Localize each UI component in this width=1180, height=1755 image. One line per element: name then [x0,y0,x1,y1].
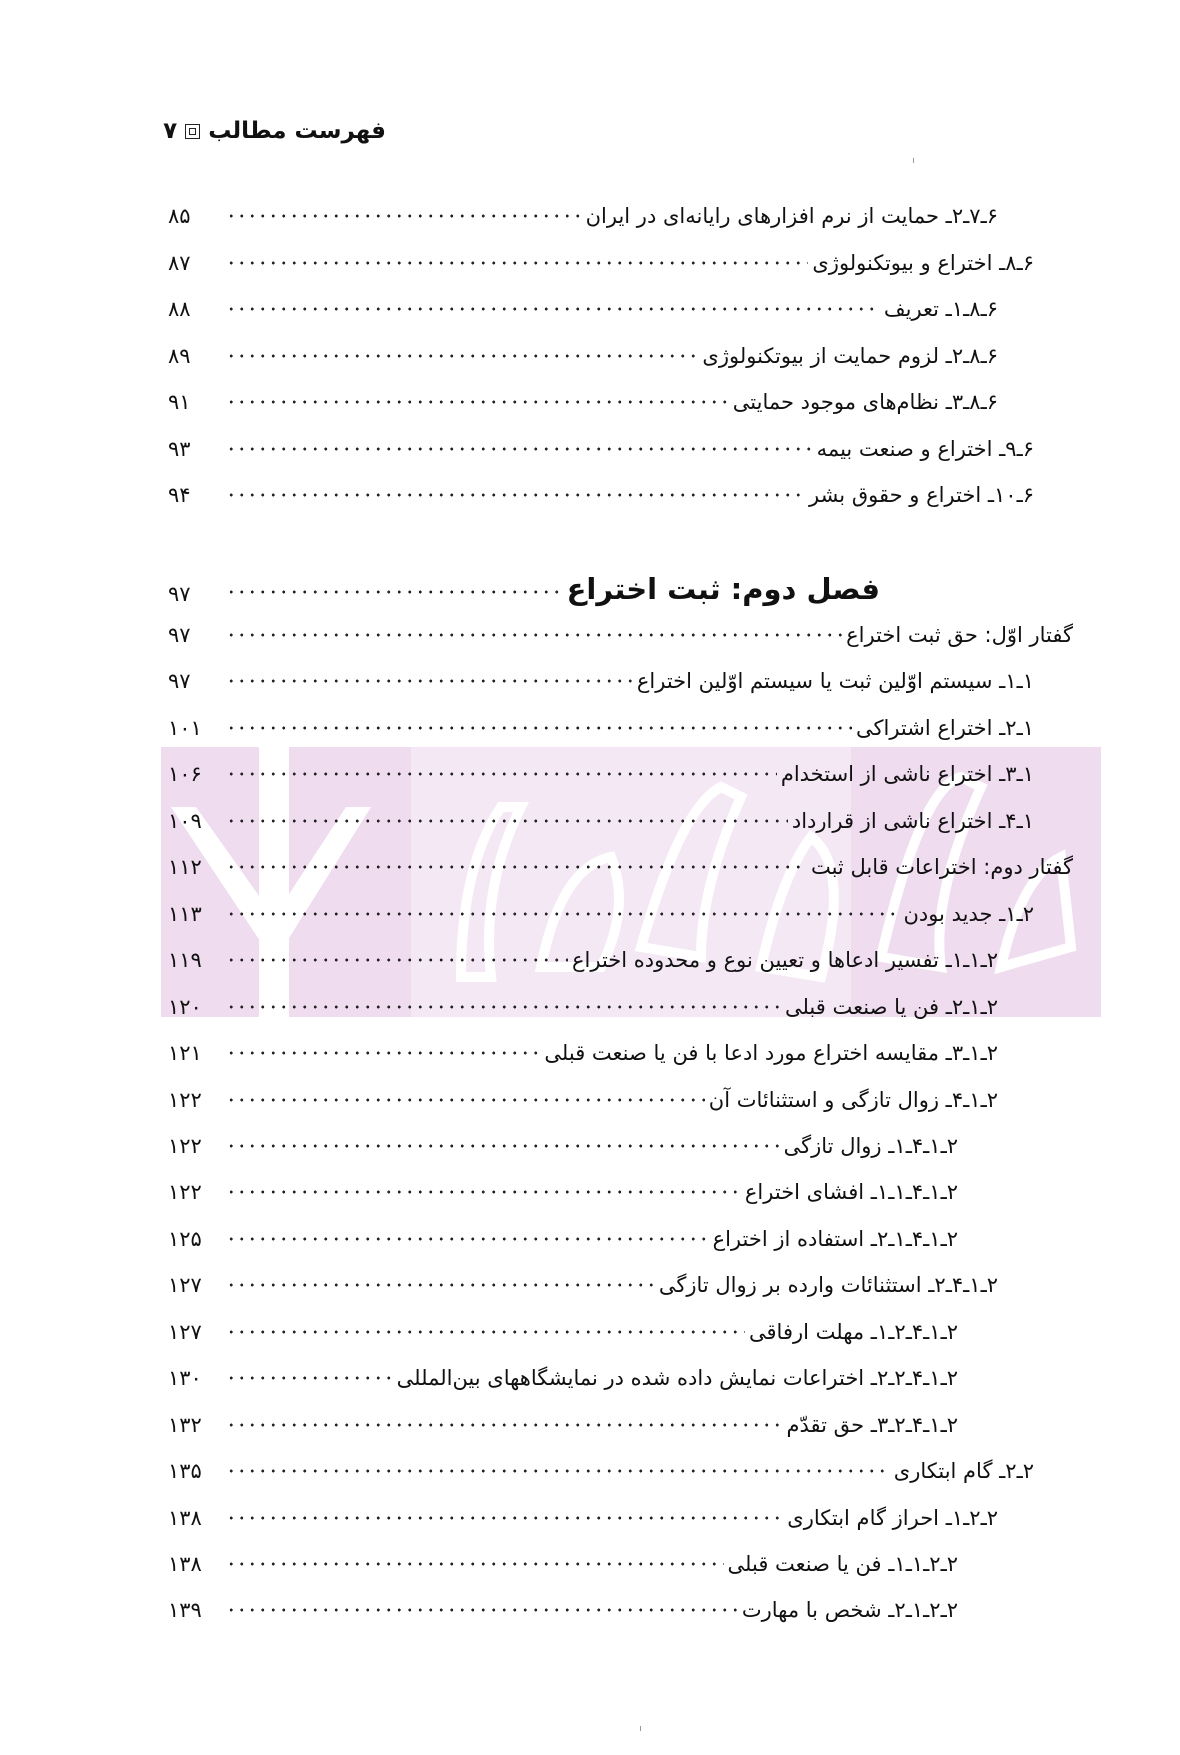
toc-entry-page: ۸۸ [168,297,191,321]
toc-entry-title: ۶ـ۹ـ اختراع و صنعت بیمه [816,436,1034,461]
dot-leader [226,1143,780,1149]
toc-entry-title: ۲ـ۱ـ۴ـ۲ـ۲ـ اختراعات نمایش داده شده در نمایشگاههای بین‌المللی [396,1366,958,1391]
toc-entry [168,607,1073,647]
dot-leader [226,446,813,452]
toc-entry [168,467,1034,507]
toc-entry-title: ۶ـ۷ـ۲ـ حمایت از نرم افزارهای رایانه‌ای در ایران [585,204,998,228]
toc-entry [168,235,1034,275]
toc-entry-page: ۱۲۷ [168,1273,202,1298]
toc-entry-page: ۱۰۹ [168,808,202,833]
toc-entry [168,653,1034,693]
dot-leader [226,911,899,917]
dot-leader [226,306,880,312]
toc-entry-title: ۶ـ۸ـ اختراع و بیوتکنولوژی [812,250,1034,275]
dot-leader [226,213,582,219]
toc-entry-title: ۲ـ۲ـ۱ـ۱ـ فن یا صنعت قبلی [727,1552,958,1576]
toc-entry-title: ۲ـ۱ـ۴ـ زوال تازگی و استثنائات آن [708,1087,998,1112]
dot-leader [226,818,788,824]
toc-entry-page: ۹۱ [168,390,191,414]
toc-entry-page: ۱۲۲ [168,1180,202,1205]
toc-entry-title: ۱ـ۳ـ اختراع ناشی از استخدام [780,762,1034,787]
dot-leader [226,1236,709,1242]
chapter-title: فصل دوم: ثبت اختراع [566,572,880,606]
toc-entry [168,979,998,1019]
toc-entry [168,421,1034,461]
dot-leader [226,771,777,777]
scan-mark [913,158,914,163]
dot-leader [226,1561,724,1567]
toc-entry [168,188,998,228]
toc-entry-page: ۱۳۰ [168,1366,202,1391]
toc-entry-page: ۹۳ [168,436,191,461]
dot-leader [226,1004,781,1010]
toc-entry [168,1350,958,1390]
dot-leader [226,1097,705,1103]
header-title: فهرست مطالب [208,118,386,144]
toc-entry [168,281,998,321]
toc-entry-page: ۱۲۰ [168,994,202,1019]
dot-leader [226,399,729,405]
toc-entry-page: ۹۷ [168,623,191,647]
toc-entry-page: ۱۲۷ [168,1319,202,1344]
toc-entry-page: ۸۷ [168,250,191,275]
dot-leader [226,1375,393,1381]
toc-entry-title: ۲ـ۲ـ گام ابتکاری [893,1459,1034,1484]
toc-entry [168,1304,958,1344]
toc-entry-title: ۶ـ۸ـ۱ـ تعریف [883,297,998,321]
toc-entry-title: ۲ـ۱ـ۴ـ۲ـ۳ـ حق تقدّم [786,1412,958,1437]
dot-leader [226,1282,655,1288]
toc-entry-page: ۸۵ [168,204,191,228]
toc-entry-page: ۱۲۲ [168,1133,202,1158]
toc-entry-page: ۱۳۲ [168,1412,202,1437]
dot-leader [226,1050,540,1056]
toc-entry-title: ۶ـ۱۰ـ اختراع و حقوق بشر [808,483,1034,507]
toc-entry [168,1118,958,1158]
toc-entry-title: ۲ـ۱ـ۴ـ۲ـ۱ـ مهلت ارفاقی [749,1319,958,1344]
toc-entry [168,1257,998,1297]
page-header [163,118,386,144]
toc-entry [168,1490,998,1530]
toc-entry [168,1025,998,1065]
toc-entry [168,886,1034,926]
dot-leader [226,589,563,595]
toc-entry-page: ۱۳۸ [168,1505,202,1530]
dot-leader [226,353,698,359]
toc-entry [168,374,998,414]
toc-entry-page: ۱۱۹ [168,948,202,973]
toc-entry [168,746,1034,786]
toc-entry [168,932,998,972]
toc-entry-page: ۱۰۶ [168,762,202,787]
toc-entry [168,1443,1034,1483]
toc-entry-title: ۶ـ۸ـ۳ـ نظام‌های موجود حمایتی [732,390,998,414]
toc-entry-title: گفتار دوم: اختراعات قابل ثبت [810,855,1073,880]
toc-entry-page: ۱۱۳ [168,901,202,926]
toc-entry-page: ۱۳۸ [168,1552,202,1576]
toc-entry-title: ۱ـ۴ـ اختراع ناشی از قرارداد [791,808,1034,833]
dot-leader [226,1515,783,1521]
toc-entry-page: ۱۳۵ [168,1459,202,1484]
toc-entry-title: ۱ـ۲ـ اختراع اشتراکی [855,715,1034,740]
toc-entry [168,1211,958,1251]
dot-leader [226,864,807,870]
toc-entry-page: ۹۴ [168,483,191,507]
toc-entry-title: ۲ـ۲ـ۱ـ۲ـ شخص با مهارت [741,1598,958,1623]
toc-entry-page: ۱۱۲ [168,855,202,880]
dot-leader [226,632,842,638]
toc-entry-title: ۲ـ۱ـ۴ـ۱ـ۲ـ استفاده از اختراع [712,1226,958,1251]
dot-leader [226,492,805,498]
dot-leader [226,260,808,266]
toc-entry [168,1072,998,1112]
square-ornament-icon [185,124,200,139]
toc-entry [168,1582,958,1622]
toc-entry-page: ۱۲۵ [168,1226,202,1251]
toc-entry-title: ۲ـ۱ـ۴ـ۱ـ۱ـ افشای اختراع [744,1180,958,1205]
toc-entry-title: ۲ـ۱ـ۴ـ۱ـ زوال تازگی [783,1133,958,1158]
toc-entry-page: ۱۲۱ [168,1041,202,1066]
toc-entry-title: گفتار اوّل: حق ثبت اختراع [846,623,1073,647]
dot-leader [226,725,852,731]
watermark-logo [161,747,1101,1017]
chapter-page: ۹۷ [168,582,191,606]
header-page-number: ۷ [163,118,178,144]
dot-leader [226,1329,745,1335]
dot-leader [226,678,633,684]
toc-entry [168,839,1073,879]
dot-leader [226,1422,782,1428]
dot-leader [226,1468,890,1474]
toc-entry-page: ۹۷ [168,669,191,694]
chapter-heading [168,560,880,606]
toc-entry [168,1397,958,1437]
toc-entry-title: ۲ـ۱ـ جدید بودن [903,901,1034,926]
scan-mark [640,1726,641,1731]
toc-entry [168,1164,958,1204]
toc-entry-page: ۸۹ [168,343,191,368]
toc-entry-page: ۱۳۹ [168,1598,202,1623]
toc-entry-title: ۲ـ۱ـ۴ـ۲ـ استثنائات وارده بر زوال تازگی [658,1273,998,1298]
toc-entry-title: ۶ـ۸ـ۲ـ لزوم حمایت از بیوتکنولوژی [702,343,998,368]
dot-leader [226,1607,738,1613]
toc-entry [168,793,1034,833]
toc-entry-title: ۲ـ۱ـ۲ـ فن یا صنعت قبلی [784,994,998,1019]
toc-entry [168,328,998,368]
toc-entry-page: ۱۲۲ [168,1087,202,1112]
toc-entry-title: ۲ـ۲ـ۱ـ احراز گام ابتکاری [787,1505,998,1530]
toc-entry-title: ۲ـ۱ـ۱ـ تفسیر ادعاها و تعیین نوع و محدوده اختراع [572,948,998,973]
toc-entry-title: ۲ـ۱ـ۳ـ مقایسه اختراع مورد ادعا با فن یا صنعت قبلی [544,1041,998,1066]
toc-entry [168,700,1034,740]
toc-entry-page: ۱۰۱ [168,715,202,740]
toc-entry [168,1536,958,1576]
dot-leader [226,957,568,963]
toc-entry-title: ۱ـ۱ـ سیستم اوّلین ثبت یا سیستم اوّلین اختراع [636,669,1034,694]
dot-leader [226,1189,741,1195]
